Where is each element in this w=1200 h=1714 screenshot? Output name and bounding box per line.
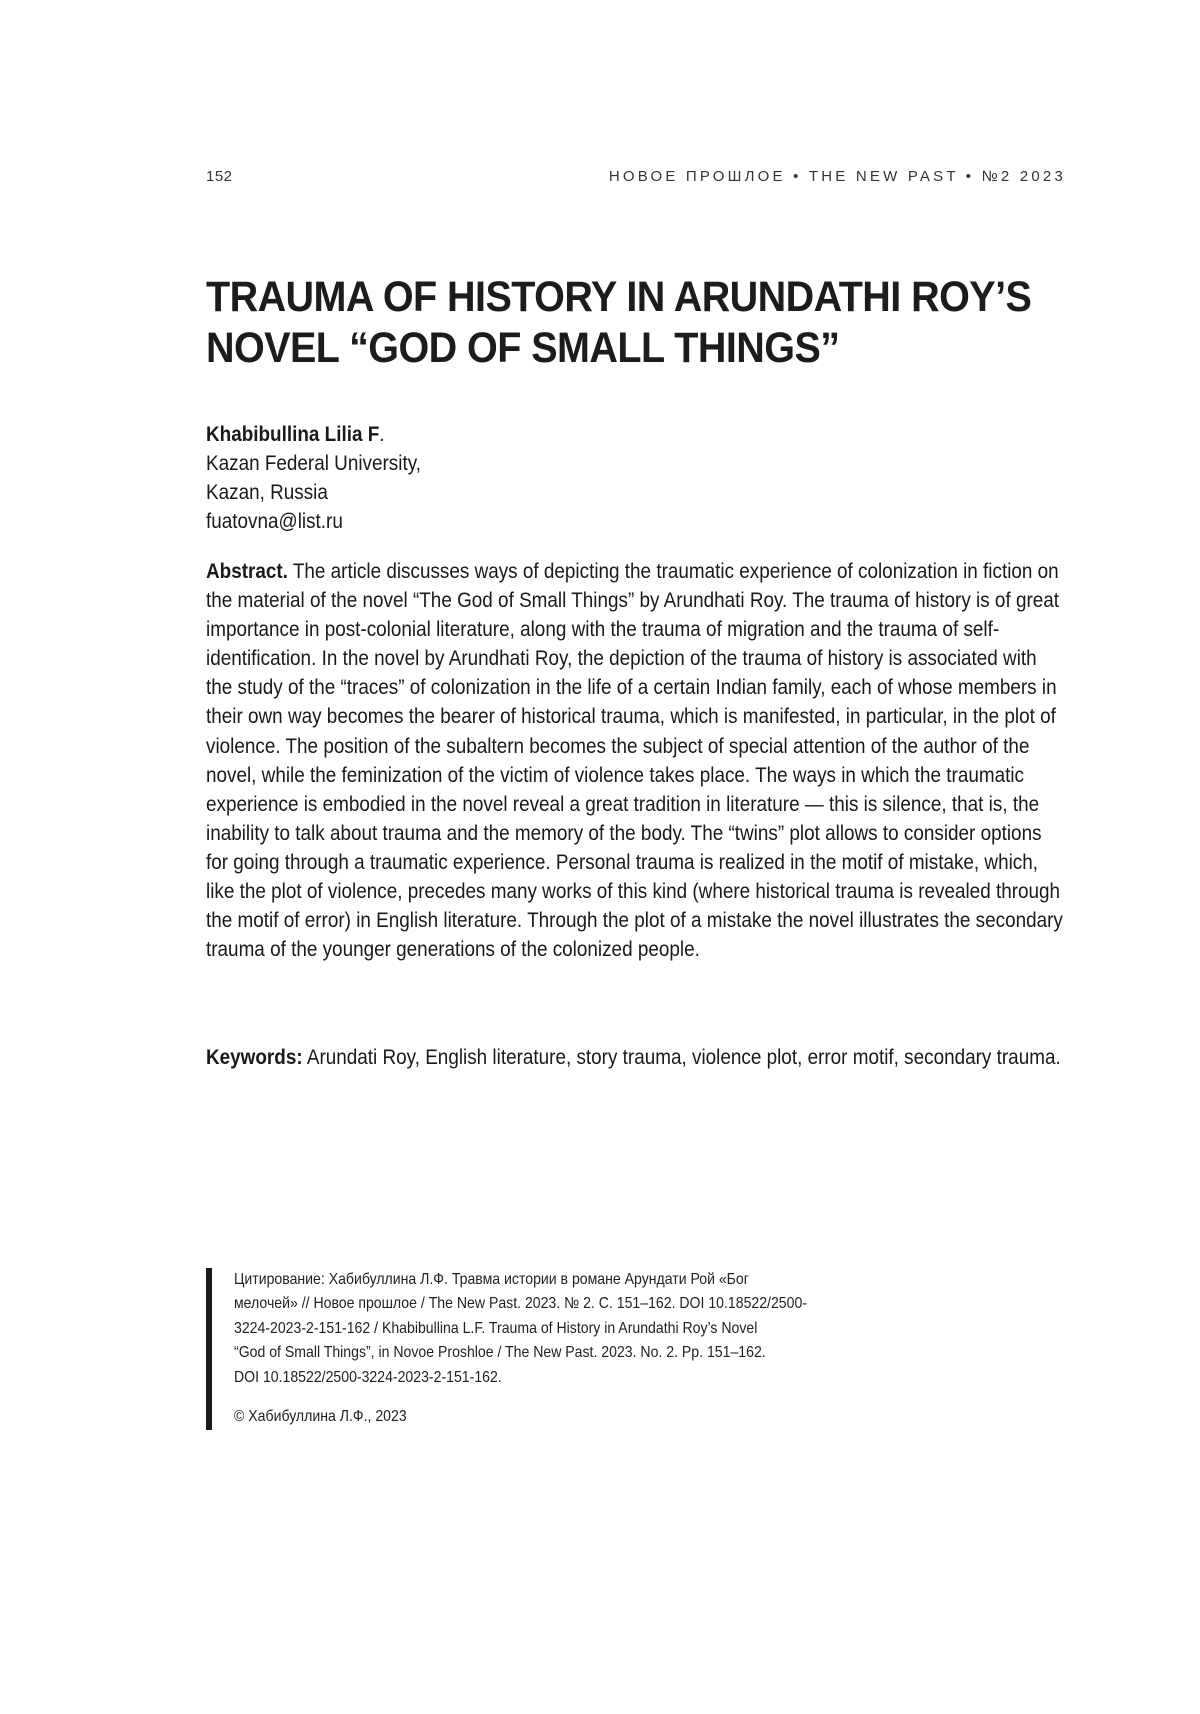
- article-title: [206, 272, 1006, 374]
- abstract-text: The article discusses ways of depicting the traumatic experience of colonization in fiction on the material of the novel “The God of Small Things” by Arundhati Roy. The trauma of history is of great importance in post-colonial literature, along with the trauma of migration and the trauma of self-identification. In the novel by Arundhati Roy, the depiction of the trauma of history is associated with the study of the “traces” of colonization in the life of a certain Indian family, each of whose members in their own way becomes the bearer of historical trauma, which is manifested, in particular, in the plot of violence. The position of the subaltern becomes the subject of special attention of the author of the novel, while the feminization of the victim of violence takes place. The ways in which the traumatic experience is embodied in the novel reveal a great tradition in literature — this is silence, that is, the inability to talk about trauma and the memory of the body. The “twins” plot allows to consider options for going through a traumatic experience. Personal trauma is realized in the motif of mistake, which, like the plot of violence, precedes many works of this kind (where historical trauma is revealed through the motif of error) in English literature. Through the plot of a mistake the novel illustrates the secondary trauma of the younger generations of the colonized people.: [206, 560, 1063, 961]
- citation-line: “God of Small Things”, in Novoe Proshloe / The New Past. 2023. No. 2. Pp. 151–162.: [234, 1341, 929, 1365]
- author-email: fuatovna@list.ru: [206, 507, 746, 536]
- abstract: [206, 557, 1066, 964]
- abstract-label: Abstract.: [206, 560, 288, 583]
- keywords-text: Arundati Roy, English literature, story trauma, violence plot, error motif, secondary trauma.: [307, 1046, 1061, 1069]
- title-line-2: NOVEL “GOD OF SMALL THINGS”: [206, 323, 1006, 374]
- author-name-line: [206, 420, 746, 449]
- author-name: Khabibullina Lilia F: [206, 423, 379, 446]
- author-affiliation: Kazan Federal University,: [206, 449, 746, 478]
- citation-box: [206, 1268, 972, 1430]
- copyright-notice: © Хабибуллина Л.Ф., 2023: [234, 1406, 407, 1428]
- keywords: [206, 1043, 1066, 1072]
- citation-line: 3224-2023-2-151-162 / Khabibullina L.F. Trauma of History in Arundathi Roy’s Novel: [234, 1317, 929, 1341]
- running-header: [206, 168, 1066, 188]
- author-block: [206, 420, 746, 536]
- author-name-suffix: .: [379, 423, 384, 446]
- citation-line: мелочей» // Новое прошлое / The New Past. 2023. № 2. С. 151–162. DOI 10.18522/2500-: [234, 1292, 929, 1316]
- page-number: 152: [206, 168, 233, 185]
- citation-line: Цитирование: Хабибуллина Л.Ф. Травма истории в романе Арундати Рой «Бог: [234, 1268, 929, 1292]
- journal-name: НОВОЕ ПРОШЛОЕ • THE NEW PAST • №2 2023: [609, 168, 1066, 185]
- citation-line: DOI 10.18522/2500-3224-2023-2-151-162.: [234, 1366, 929, 1390]
- citation-text: [234, 1268, 929, 1390]
- author-location: Kazan, Russia: [206, 478, 746, 507]
- title-line-1: TRAUMA OF HISTORY IN ARUNDATHI ROY’S: [206, 272, 1006, 323]
- keywords-label: Keywords:: [206, 1046, 303, 1069]
